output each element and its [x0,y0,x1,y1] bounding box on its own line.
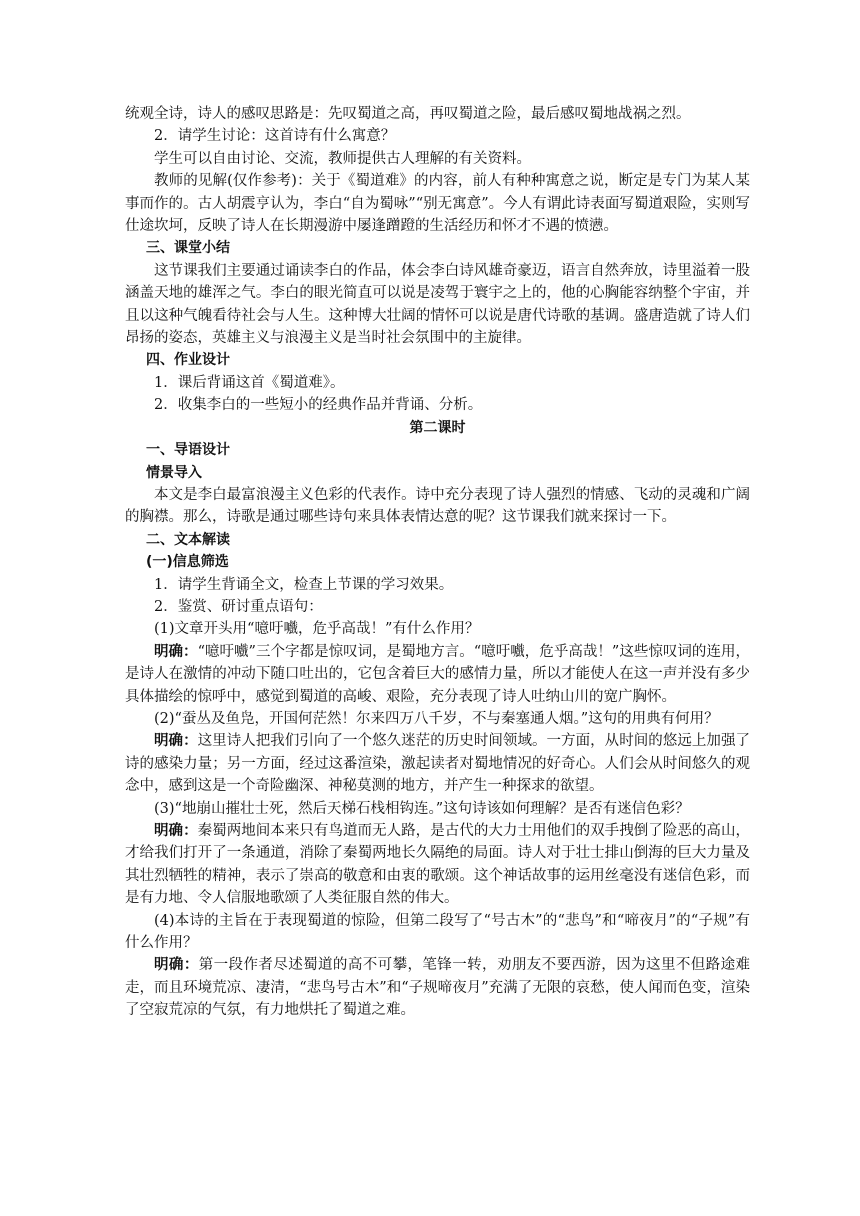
paragraph-text: (2)“蚕丛及鱼凫，开国何茫然！尔来四万八千岁，不与秦塞通人烟。”这句的用典有何用？ [154,710,719,727]
paragraph-text: 二、文本解读 [146,531,230,548]
paragraph-text: 2．收集李白的一些短小的经典作品并背诵、分析。 [154,397,483,414]
paragraph-text: 2．请学生讨论：这首诗有什么寓意？ [154,128,396,145]
paragraph-text: “噫吁嚱”三个字都是惊叹词，是蜀地方言。“噫吁嚱，危乎高哉！”这些惊叹词的连用，是诗人在激情的冲动下随口吐出的，它包含着巨大的感情力量，所以才能使人在这一声并没有多少具体描绘的惊呼中，感觉到蜀道的高峻、艰险，充分表现了诗人吐纳山川的宽广胸怀。 [125,643,750,705]
paragraph-text: 教师的见解(仅作参考)：关于《蜀道难》的内容，前人有种种寓意之说，断定是专门为某人某事而作的。古人胡震亨认为，李白“自为蜀咏”“别无寓意”。今人有谓此诗表面写蜀道艰险，实则写仕途坎坷，反映了诗人在长期漫游中屡逢蹭蹬的生活经历和怀才不遇的愤懑。 [125,173,750,235]
section-heading [125,103,750,125]
paragraph [125,641,750,708]
paragraph-text: (1)文章开头用“噫吁嚱，危乎高哉！”有什么作用？ [154,621,480,638]
paragraph-text: 情景导入 [146,464,202,481]
paragraph-text: (3)“地崩山摧壮士死，然后天梯石栈相钩连。”这句诗该如何理解？是否有迷信色彩？ [154,800,690,817]
paragraph [125,125,750,147]
paragraph [125,596,750,618]
answer-label: 明确： [154,733,198,750]
section-heading [125,529,750,551]
paragraph [125,260,750,350]
paragraph [125,574,750,596]
paragraph [125,730,750,797]
answer-label: 明确： [154,643,198,660]
answer-label: 明确： [154,957,199,974]
paragraph [125,394,750,416]
paragraph-text: (4)本诗的主旨在于表现蜀道的惊险，但第二段写了“号古木”的“悲鸟”和“啼夜月”的“子规”有什么作用？ [125,912,750,952]
answer-label: 明确： [154,823,198,839]
paragraph [125,798,750,820]
paragraph-text: 1．请学生背诵全文，检查上节课的学习效果。 [154,576,454,593]
section-heading [125,349,750,371]
paragraph [125,820,750,910]
paragraph [125,484,750,529]
document-page [125,103,750,1022]
section-heading [125,551,750,573]
section-heading [125,462,750,484]
paragraph-text: 1．课后背诵这首《蜀道难》。 [154,374,345,391]
paragraph-text: 一、导语设计 [146,442,230,459]
paragraph-text: 四、作业设计 [146,352,230,369]
section-heading [125,439,750,461]
paragraph [125,148,750,170]
paragraph [125,618,750,640]
paragraph-text: 2．鉴赏、研讨重点语句： [154,598,323,615]
paragraph [125,954,750,1021]
paragraph-text: 本文是李白最富浪漫主义色彩的代表作。诗中充分表现了诗人强烈的情感、飞动的灵魂和广阔的胸襟。那么，诗歌是通过哪些诗句来具体表情达意的呢？这节课我们就来探讨一下。 [125,486,750,526]
paragraph-text: 这里诗人把我们引向了一个悠久迷茫的历史时间领域。一方面，从时间的悠远上加强了诗的感染力量；另一方面，经过这番渲染，激起读者对蜀地情况的好奇心。人们会从时间悠久的观念中，感到这是一个奇险幽深、神秘莫测的地方，并产生一种探求的欲望。 [125,733,751,795]
paragraph-text: 秦蜀两地间本来只有鸟道而无人路，是古代的大力士用他们的双手拽倒了险恶的高山，才给我们打开了一条通道，消除了秦蜀两地长久隔绝的局面。诗人对于壮士排山倒海的巨大力量及其壮烈牺牲的精神，表示了崇高的敬意和由衷的歌颂。这个神话故事的运用丝毫没有迷信色彩，而是有力地、令人信服地歌颂了人类征服自然的伟大。 [125,823,751,907]
paragraph [125,417,750,439]
paragraph-text: 第二课时 [409,419,466,436]
paragraph [125,372,750,394]
section-heading [125,237,750,259]
paragraph-text: 第一段作者尽述蜀道的高不可攀，笔锋一转，劝朋友不要西游，因为这里不但路途难走，而且环境荒凉、凄清，“悲鸟号古木”和“子规啼夜月”充满了无限的哀愁，使人闻而色变，渲染了空寂荒凉的气氛，有力地烘托了蜀道之难。 [125,957,751,1019]
paragraph-text: 统观全诗，诗人的感叹思路是：先叹蜀道之高，再叹蜀道之险，最后感叹蜀地战祸之烈。 [125,106,691,122]
paragraph-text: 三、课堂小结 [146,240,230,257]
paragraph-text: 学生可以自由讨论、交流，教师提供古人理解的有关资料。 [154,150,531,167]
paragraph-text: 这节课我们主要通过诵读李白的作品，体会李白诗风雄奇豪迈，语言自然奔放，诗里溢着一股涵盖天地的雄浑之气。李白的眼光简直可以说是凌驾于寰宇之上的，他的心胸能容纳整个宇宙，并且以这种气魄看待社会与人生。这种博大壮阔的情怀可以说是唐代诗歌的基调。盛唐造就了诗人们昂扬的姿态，英雄主义与浪漫主义是当时社会氛围中的主旋律。 [125,262,750,347]
paragraph-text: (一)信息筛选 [146,554,229,571]
paragraph [125,170,750,237]
paragraph [125,708,750,730]
paragraph [125,910,750,955]
